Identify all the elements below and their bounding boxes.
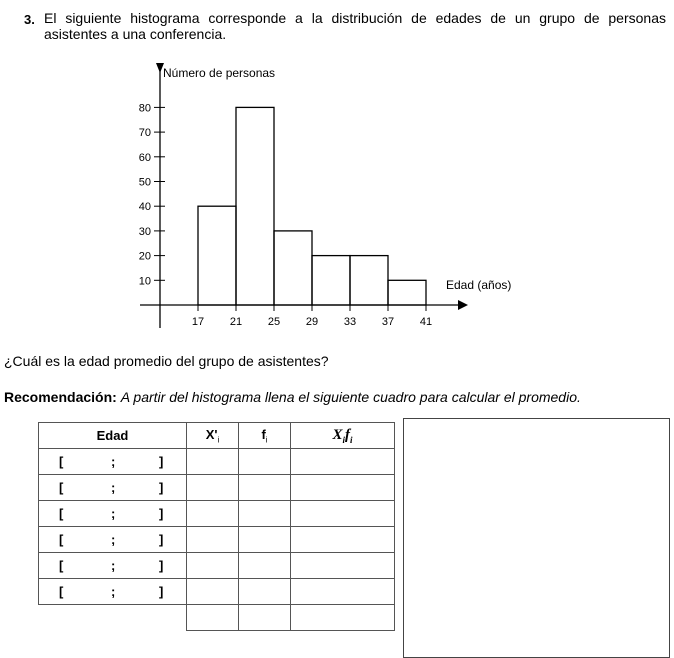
x-ticks xyxy=(192,305,432,328)
xi-cell[interactable] xyxy=(187,475,239,501)
header-fi: $f_i$ xyxy=(239,423,291,449)
question-text: El siguiente histograma corresponde a la distribución de edades de un grupo de personas asistentes a una conferencia. xyxy=(44,10,666,42)
header-edad: Edad xyxy=(39,423,187,449)
fi-cell[interactable] xyxy=(239,579,291,605)
histogram-bar xyxy=(350,256,388,305)
x-tick-label: 21 xyxy=(229,316,243,328)
fi-cell[interactable] xyxy=(239,475,291,501)
interval-cell[interactable]: [ ; ] xyxy=(39,579,187,605)
interval-cell[interactable]: [ ; ] xyxy=(39,501,187,527)
histogram-bar xyxy=(198,206,236,305)
xi-cell[interactable] xyxy=(187,579,239,605)
y-tick-label: 60 xyxy=(138,151,151,164)
histogram-bar xyxy=(312,256,350,305)
table-row xyxy=(39,449,395,475)
interval-cell[interactable]: [ ; ] xyxy=(39,527,187,553)
interval-cell[interactable]: [ ; ] xyxy=(39,449,187,475)
total-fi-cell[interactable] xyxy=(239,605,291,631)
question-number: 3. xyxy=(24,12,35,27)
xi-cell[interactable] xyxy=(187,527,239,553)
x-tick-label: 41 xyxy=(419,316,433,328)
x-tick-label: 29 xyxy=(305,316,319,328)
y-tick-label: 80 xyxy=(138,102,151,115)
recommendation-text: A partir del histograma llena el siguiente cuadro para calcular el promedio. xyxy=(120,389,581,405)
fi-cell[interactable] xyxy=(239,527,291,553)
histogram-bar xyxy=(274,231,312,305)
xifi-cell[interactable] xyxy=(291,553,395,579)
y-tick-label: 70 xyxy=(138,127,151,140)
xifi-cell[interactable] xyxy=(291,475,395,501)
frequency-table xyxy=(38,422,395,631)
xifi-cell[interactable] xyxy=(291,579,395,605)
xi-cell[interactable] xyxy=(187,553,239,579)
y-tick-label: 30 xyxy=(138,225,151,238)
xifi-cell[interactable] xyxy=(291,527,395,553)
xifi-cell[interactable] xyxy=(291,449,395,475)
total-xi-cell[interactable] xyxy=(187,605,239,631)
y-ticks xyxy=(139,102,165,287)
table-row xyxy=(39,475,395,501)
table-total-row xyxy=(39,605,395,631)
table-row xyxy=(39,579,395,605)
x-axis-arrow-icon xyxy=(458,300,468,310)
recommendation xyxy=(4,389,581,405)
interval-cell[interactable]: [ ; ] xyxy=(39,475,187,501)
table-row xyxy=(39,553,395,579)
x-tick-label: 37 xyxy=(381,316,395,328)
x-tick-label: 17 xyxy=(191,316,205,328)
answer-box[interactable] xyxy=(403,418,670,658)
header-xifi: $X_if_i$ xyxy=(291,423,395,449)
recommendation-label: Recomendación: xyxy=(4,389,117,405)
fi-cell[interactable] xyxy=(239,501,291,527)
fi-cell[interactable] xyxy=(239,553,291,579)
table-header-row xyxy=(39,423,395,449)
y-tick-label: 10 xyxy=(138,275,151,288)
header-xi: $X'_i$ xyxy=(187,423,239,449)
y-tick-label: 50 xyxy=(138,176,151,189)
interval-cell[interactable]: [ ; ] xyxy=(39,553,187,579)
histogram-bar xyxy=(236,107,274,305)
histogram-bars xyxy=(198,107,426,305)
y-tick-label: 40 xyxy=(138,201,151,214)
x-tick-label: 33 xyxy=(343,316,357,328)
xi-cell[interactable] xyxy=(187,501,239,527)
xifi-cell[interactable] xyxy=(291,501,395,527)
histogram-bar xyxy=(388,280,426,305)
y-tick-label: 20 xyxy=(138,250,151,263)
table-row xyxy=(39,527,395,553)
fi-cell[interactable] xyxy=(239,449,291,475)
xi-cell[interactable] xyxy=(187,449,239,475)
table-row xyxy=(39,501,395,527)
total-xifi-cell[interactable] xyxy=(291,605,395,631)
question-prompt: ¿Cuál es la edad promedio del grupo de asistentes? xyxy=(4,353,329,369)
x-axis-label: Edad (años) xyxy=(446,278,512,292)
x-tick-label: 25 xyxy=(267,316,281,328)
y-axis-label: Número de personas xyxy=(163,66,276,80)
